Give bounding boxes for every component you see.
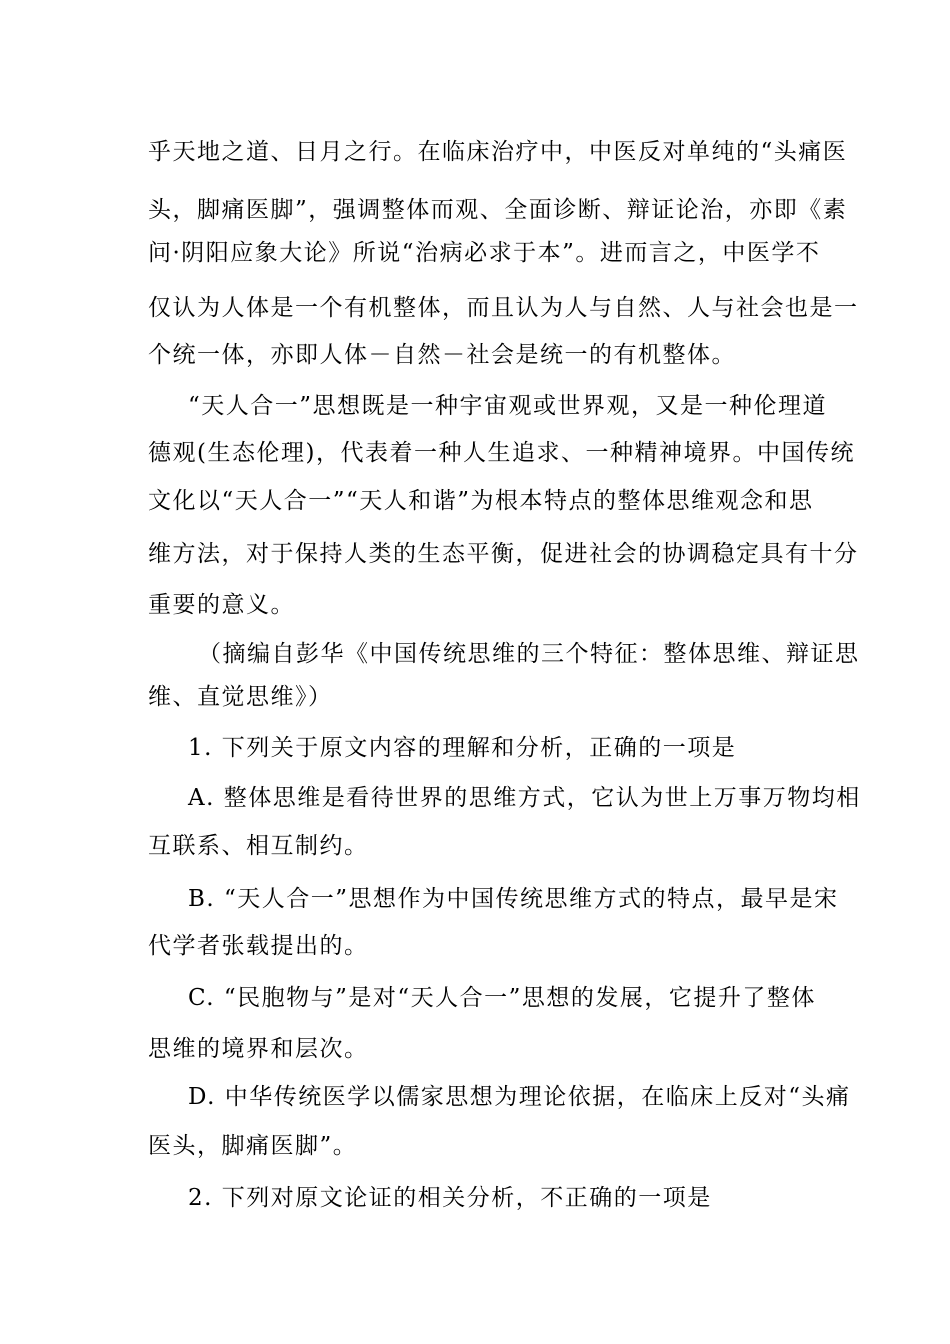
question-1-option-a-line-1: A. 整体思维是看待世界的思维方式，它认为世上万事万物均相 [188,785,861,811]
paragraph-line-9: 维方法，对于保持人类的生态平衡，促进社会的协调稳定具有十分 [148,541,859,567]
source-citation-line-2: 维、直觉思维》） [148,684,333,710]
question-1-option-a-line-2: 互联系、相互制约。 [148,833,369,859]
paragraph-line-6: “天人合一”思想既是一种宇宙观或世界观，又是一种伦理道 [188,393,828,419]
question-1-option-d-line-2: 医头，脚痛医脚”。 [148,1133,358,1159]
question-1-option-c-line-2: 思维的境界和层次。 [148,1036,369,1062]
question-1-option-c-line-1: C. “民胞物与”是对“天人合一”思想的发展，它提升了整体 [188,985,816,1011]
paragraph-line-10: 重要的意义。 [148,592,295,618]
paragraph-line-8: 文化以“天人合一”“天人和谐”为根本特点的整体思维观念和思 [148,488,814,514]
paragraph-line-1: 乎天地之道、日月之行。在临床治疗中，中医反对单纯的“头痛医 [148,139,848,165]
paragraph-line-2: 头，脚痛医脚”，强调整体而观、全面诊断、辩证论治，亦即《素 [148,197,848,223]
question-1-option-b-line-1: B. “天人合一”思想作为中国传统思维方式的特点，最早是宋 [188,886,839,912]
question-1-stem: 1. 下列关于原文内容的理解和分析，正确的一项是 [188,735,737,761]
question-2-stem: 2. 下列对原文论证的相关分析，不正确的一项是 [188,1185,712,1211]
question-1-option-d-line-1: D. 中华传统医学以儒家思想为理论依据，在临床上反对“头痛 [188,1084,851,1110]
paragraph-line-3: 问·阴阳应象大论》所说“治病必求于本”。进而言之，中医学不 [148,240,821,266]
paragraph-line-7: 德观(生态伦理)，代表着一种人生追求、一种精神境界。中国传统 [148,440,855,466]
paragraph-line-4: 仅认为人体是一个有机整体，而且认为人与自然、人与社会也是一 [148,295,859,321]
source-citation-line-1: （摘编自彭华《中国传统思维的三个特征：整体思维、辩证思 [198,641,860,667]
paragraph-line-5: 个统一体，亦即人体－自然－社会是统一的有机整体。 [148,342,736,368]
question-1-option-b-line-2: 代学者张载提出的。 [148,933,369,959]
